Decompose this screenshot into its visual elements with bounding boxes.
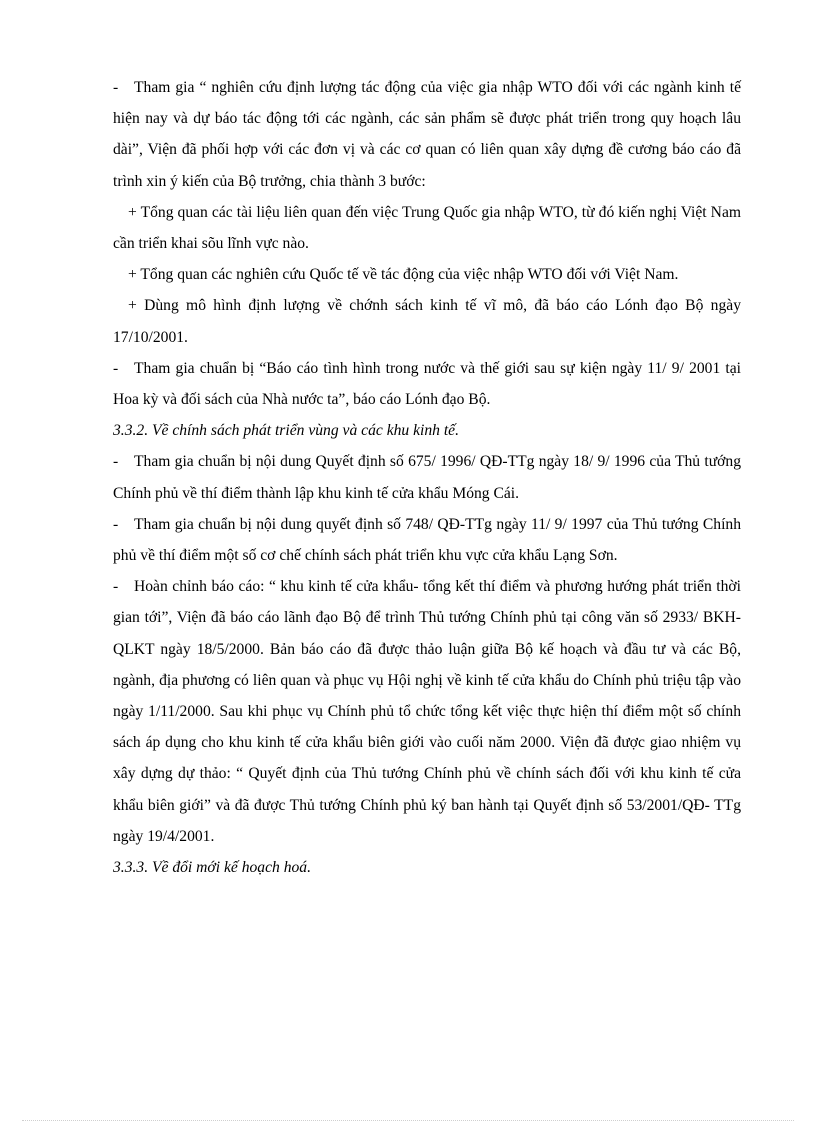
paragraph-text: Hoàn chỉnh báo cáo: “ khu kinh tế cửa khẩu- tổng kết thí điểm và phương hướng phát triển thời gian tới”, Viện đã báo cáo lãnh đạo Bộ để trình Thủ tướng Chính phủ tại công văn số 2933/ BKH-QLKT ngày 18/5/2000. Bản báo cáo đã được thảo luận giữa Bộ kế hoạch và đầu tư và các Bộ, ngành, địa phương có liên quan và phục vụ Hội nghị về kinh tế cửa khẩu do Chính phủ triệu tập vào ngày 1/11/2000. Sau khi phục vụ Chính phủ tổ chức tổng kết việc thực hiện thí điểm một số chính sách áp dụng cho khu kinh tế cửa khẩu biên giới vào cuối năm 2000. Viện đã được giao nhiệm vụ xây dựng dự thảo: “ Quyết định của Thủ tướng Chính phủ về chính sách đối với khu kinh tế cửa khẩu biên giới” và đã được Thủ tướng Chính phủ ký ban hành tại Quyết định số 53/2001/QĐ- TTg ngày 19/4/2001. — [113, 578, 741, 845]
section-heading-3-3-3: 3.3.3. Về đổi mới kế hoạch hoá. — [113, 859, 312, 877]
paragraph-text: Tham gia chuẩn bị nội dung quyết định số 748/ QĐ-TTg ngày 11/ 9/ 1997 của Thủ tướng Chính phủ về thí điểm một số cơ chế chính sách phát triển khu vực cửa khẩu Lạng Sơn. — [113, 515, 741, 565]
bullet-item-1: + Tổng quan các tài liệu liên quan đến việc Trung Quốc gia nhập WTO, từ đó kiến nghị Việt Nam cần triển khai sõu lĩnh vực nào. — [113, 203, 741, 253]
document-body — [113, 72, 741, 883]
dash-marker: - — [113, 578, 119, 596]
paragraph-text: Tham gia “ nghiên cứu định lượng tác động của việc gia nhập WTO đối với các ngành kinh tế hiện nay và dự báo tác động tới các ngành, các sản phẩm sẽ được phát triển trong quy hoạch lâu dài”, Viện đã phối hợp với các đơn vị và các cơ quan có liên quan xây dựng đề cương báo cáo đã trình xin ý kiến của Bộ trưởng, chia thành 3 bước: — [113, 79, 741, 190]
paragraph-text: Tham gia chuẩn bị nội dung Quyết định số 675/ 1996/ QĐ-TTg ngày 18/ 9/ 1996 của Thủ tướng Chính phủ về thí điểm thành lập khu kinh tế cửa khẩu Móng Cái. — [113, 453, 741, 502]
paragraph-wto-research — [113, 72, 741, 197]
dash-marker: - — [113, 453, 119, 471]
bullet-item-3: + Dùng mô hình định lượng về chớnh sách kinh tế vĩ mô, đã báo cáo Lónh đạo Bộ ngày 17/10/2001. — [113, 297, 741, 346]
paragraph-decision-675 — [113, 446, 741, 508]
page-bottom-divider — [22, 1120, 794, 1121]
dash-marker: - — [113, 515, 119, 533]
paragraph-border-economic-zone — [113, 571, 741, 852]
dash-marker: - — [113, 79, 119, 96]
paragraph-decision-748 — [113, 509, 741, 571]
section-heading-3-3-2: 3.3.2. Về chính sách phát triển vùng và các khu kinh tế. — [113, 422, 460, 440]
dash-marker: - — [113, 359, 119, 377]
paragraph-text: Tham gia chuẩn bị “Báo cáo tình hình trong nước và thế giới sau sự kiện ngày 11/ 9/ 2001 tại Hoa kỳ và đối sách của Nhà nước ta”, báo cáo Lónh đạo Bộ. — [113, 359, 741, 409]
bullet-item-2: + Tổng quan các nghiên cứu Quốc tế về tác động của việc nhập WTO đối với Việt Nam. — [128, 266, 679, 284]
paragraph-situation-report — [113, 353, 741, 415]
